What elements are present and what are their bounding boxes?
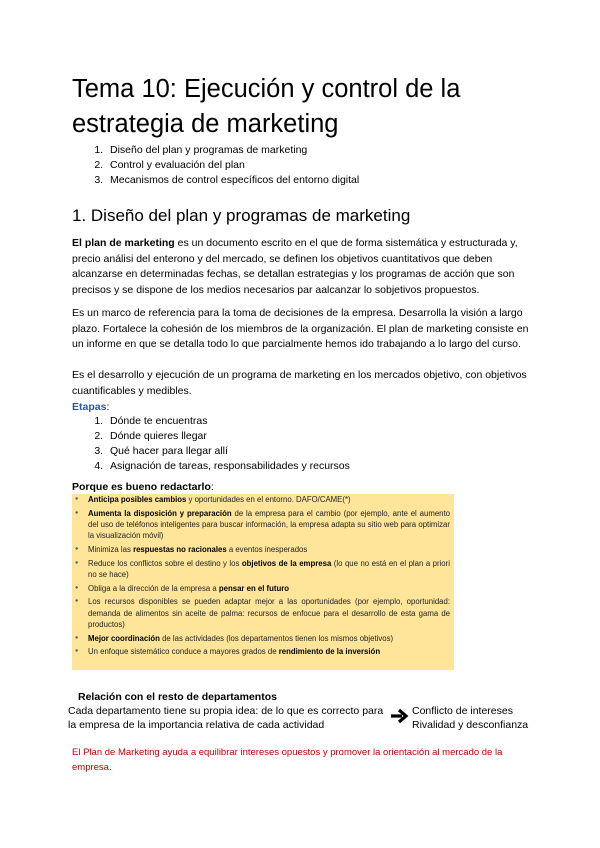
- bueno-label: Porque es bueno redactarlo:: [72, 481, 214, 493]
- paragraph-execution: Es el desarrollo y ejecución de un programa de marketing en los mercados objetivo, con objetivos cuantificables y medibles.: [72, 369, 527, 397]
- relacion-outcome: Conflicto de intereses: [412, 705, 513, 717]
- list-item: 1. Dónde te encuentras: [106, 414, 350, 429]
- term-bold: El plan de marketing: [72, 237, 175, 249]
- list-item: 4. Asignación de tareas, responsabilidades y recursos: [106, 459, 350, 474]
- toc-item: 2. Control y evaluación del plan: [106, 158, 359, 173]
- advantage-item: ● Los recursos disponibles se pueden adaptar mejor a las oportunidades (por ejemplo, oportunidad: demanda de alimentos sin aceite de palma: recursos de enfocue para el desarrollo de esta gama de productos): [88, 596, 450, 630]
- toc-item: 1. Diseño del plan y programas de marketing: [106, 143, 359, 158]
- etapas-list: [72, 414, 350, 474]
- advantage-item: ● Anticipa posibles cambios y oportunidades en el entorno. DAFO/CAME(*): [88, 494, 450, 505]
- etapas-label: Etapas:: [72, 401, 110, 413]
- list-item: 3. Qué hacer para llegar allí: [106, 444, 350, 459]
- relacion-outcome: Rivalidad y desconfianza: [412, 718, 529, 731]
- paragraph-framework: Es un marco de referencia para la toma de decisiones de la empresa. Desarrolla la visión a largo plazo. Fortalece la cohesión de los miembros de la organización. El plan de marketing consiste en un informe en que se detalla todo lo que parcialmente hemos ido trabajando a lo largo del curso.: [72, 307, 529, 350]
- etapas-label-text: Etapas: [72, 401, 107, 413]
- page-title: Tema 10: Ejecución y control de la estrategia de marketing: [72, 75, 461, 138]
- advantages-highlight-box: [72, 494, 454, 670]
- advantage-item: ● Minimiza las respuestas no racionales a eventos inesperados: [88, 544, 450, 555]
- toc-item: 3. Mecanismos de control específicos del entorno digital: [106, 173, 359, 188]
- advantage-item: ● Mejor coordinación de las actividades (los departamentos tienen los mismos objetivos): [88, 633, 450, 644]
- advantage-item: ● Obliga a la dirección de la empresa a pensar en el futuro: [88, 583, 450, 594]
- advantages-list: [72, 494, 454, 658]
- bueno-label-text: Porque es bueno redactarlo: [72, 481, 211, 493]
- list-item: 2. Dónde quieres llegar: [106, 429, 350, 444]
- table-of-contents: [72, 143, 359, 188]
- relacion-description: Cada departamento tiene su propia idea: de lo que es correcto para la empresa de la importancia relativa de cada actividad: [68, 705, 384, 731]
- advantage-item: ● Aumenta la disposición y preparación de la empresa para el cambio (por ejemplo, ante el aumento del uso de teléfonos inteligentes para buscar información, la empresa adapta su sitio web para optimizar la visualización móvil): [88, 508, 450, 542]
- section-heading: 1. Diseño del plan y programas de marketing: [72, 206, 411, 225]
- paragraph-definition: [72, 236, 532, 298]
- plan-note: El Plan de Marketing ayuda a equilibrar intereses opuestos y promover la orientación al mercado de la empresa.: [72, 747, 503, 773]
- advantage-item: ● Reduce los conflictos sobre el destino y los objetivos de la empresa (lo que no está en el plan a priori no se hace): [88, 558, 450, 581]
- arrow-right-icon: [388, 705, 410, 727]
- relacion-title: Relación con el resto de departamentos: [78, 691, 277, 703]
- advantage-item: ● Un enfoque sistemático conduce a mayores grados de rendimiento de la inversión: [88, 646, 450, 657]
- relacion-outcomes: [412, 705, 528, 732]
- definition-text: es un documento escrito en el que de forma sistemática y estructurada y, precio análisi del enterono y del mercado, se definen los objetivos cuantitativos que deben alcanzarse en determinadas fechas, se detallan estrategias y los programas de acción que son precisos y se dispone de los medios necesarios par aalcanzar lo sobjetivos propuestos.: [72, 237, 518, 296]
